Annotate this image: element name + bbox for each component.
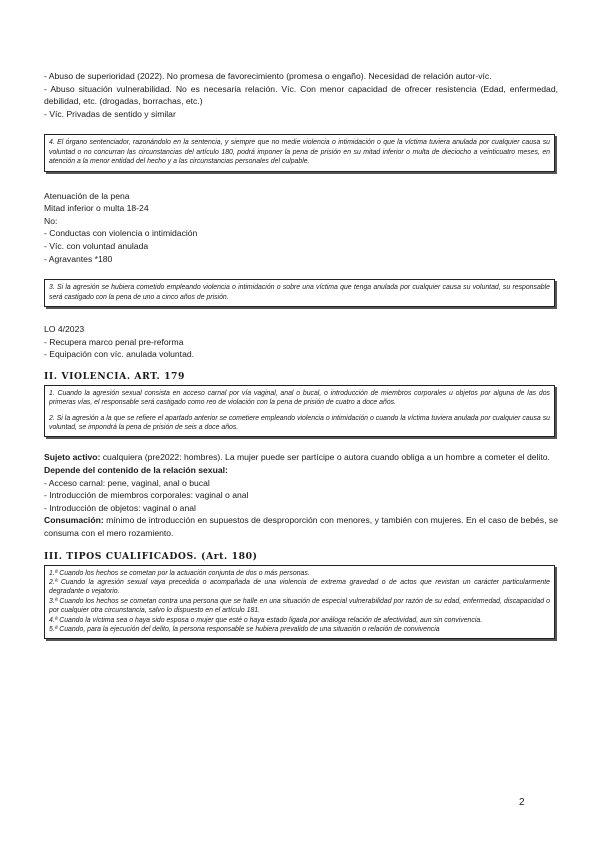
depende-title: Depende del contenido de la relación sexual: — [44, 464, 228, 475]
heading-violencia: II. VIOLENCIA. ART. 179 — [44, 370, 186, 382]
quote-box-art179 — [44, 385, 555, 438]
atenuacion-line: Mitad inferior o multa 18-24 — [44, 203, 149, 214]
page-number: 2 — [519, 797, 525, 808]
lo2023-line: - Recupera marco penal pre-reforma — [44, 336, 184, 347]
lo2023-line: - Equipación con víc. anulada voluntad. — [44, 349, 195, 360]
intro-line: - Abuso situación vulnerabilidad. No es necesaria relación. Víc. Con menor capacidad de ofrecer resistencia (Edad, enfermedad, debilidad, etc. (drogadas, borrachas, etc.) — [44, 83, 558, 107]
consumacion — [44, 514, 558, 539]
heading-tipos-cualificados: III. TIPOS CUALIFICADOS. (Art. 180) — [44, 550, 258, 562]
quote-text: 4.ª Cuando la víctima sea o haya sido esposa o mujer que esté o haya estado ligada por análoga relación de afectividad, aun sin convivencia. — [49, 616, 483, 624]
quote-box-art178-4 — [44, 134, 555, 171]
atenuacion-section — [44, 190, 558, 266]
quote-text: 3.ª Cuando los hechos se cometan contra una persona que se halle en una situación de especial vulnerabilidad por razón de su edad, enfermedad, discapacidad o por cualquier otra circunstancia, salvo lo dispuesto en el artículo 181. — [49, 597, 550, 615]
quote-text: 2. Si la agresión a la que se refiere el apartado anterior se cometiere empleando violencia o intimidación o cuando la víctima tuviera anulada por cualquier causa su voluntad, se impondrá la pena de prisión de seis a doce años. — [49, 414, 550, 431]
quote-text: 4. El órgano sentenciador, razonándolo en la sentencia, y siempre que no medie violencia o intimidación o que la víctima tuviera anulada por cualquier causa su voluntad o no concurran las circunstancias del artículo 180, podrá imponer la pena de prisión en su mitad inferior o multa de dieciocho a veinticuatro meses, en atención a la menor entidad del hecho y a las circunstancias personales del culpable. — [49, 139, 550, 166]
atenuacion-line: - Agravantes *180 — [44, 253, 113, 264]
atenuacion-line: No: — [44, 215, 58, 226]
quote-box-art178-3 — [44, 279, 555, 307]
depende-item: - Introducción de objetos: vaginal o anal — [44, 502, 196, 513]
quote-box-art180 — [44, 565, 555, 640]
atenuacion-line: - Víc. con voluntad anulada — [44, 240, 149, 251]
intro-line: - Abuso de superioridad (2022). No promesa de favorecimiento (promesa o engaño). Necesidad de relación autor-víc. — [44, 71, 492, 81]
consumacion-text: mínimo de introducción en supuestos de desproporción con menores, y también con mujeres. En el caso de bebés, se consuma con el mero rozamiento. — [44, 515, 558, 538]
document-page — [44, 70, 558, 639]
depende-item: - Acceso carnal: pene, vaginal, anal o bucal — [44, 477, 210, 488]
intro-line: - Víc. Privadas de sentido y similar — [44, 108, 176, 119]
atenuacion-line: - Conductas con violencia o intimidación — [44, 228, 198, 239]
consumacion-label: Consumación: — [44, 515, 104, 526]
lo2023-section — [44, 323, 558, 361]
quote-text: 2.ª Cuando la agresión sexual vaya precedida o acompañada de una violencia de extrema gravedad o de actos que revistan un carácter particularmente degradante o vejatorio. — [49, 578, 550, 596]
atenuacion-title: Atenuación de la pena — [44, 190, 130, 201]
depende-item: - Introducción de miembros corporales: vaginal o anal — [44, 490, 249, 501]
quote-text: 1.ª Cuando los hechos se cometan por la actuación conjunta de dos o más personas. — [49, 569, 310, 577]
sujeto-activo-text: cualquiera (pre2022: hombres). La mujer puede ser partícipe o autora cuando obliga a un hombre a cometer el delito. — [100, 452, 550, 463]
sujeto-activo-label: Sujeto activo: — [44, 452, 101, 463]
quote-text: 5.ª Cuando, para la ejecución del delito, la persona responsable se hubiera prevalido de una situación o relación de convivencia — [49, 625, 440, 633]
quote-text: 1. Cuando la agresión sexual consista en acceso carnal por vía vaginal, anal o bucal, o introducción de miembros corporales u objetos por alguna de las dos primeras vías, el responsable será castigado como reo de violación con la pena de prisión de cuatro a doce años. — [49, 389, 550, 407]
sujeto-activo — [44, 451, 558, 464]
intro-list — [44, 70, 558, 120]
lo2023-title: LO 4/2023 — [44, 323, 85, 334]
quote-text: 3. Si la agresión se hubiera cometido empleando violencia o intimidación o sobre una víctima que tenga anulada por cualquier causa su voluntad, su responsable será castigado con la pena de uno a cinco años de prisión. — [49, 284, 550, 301]
